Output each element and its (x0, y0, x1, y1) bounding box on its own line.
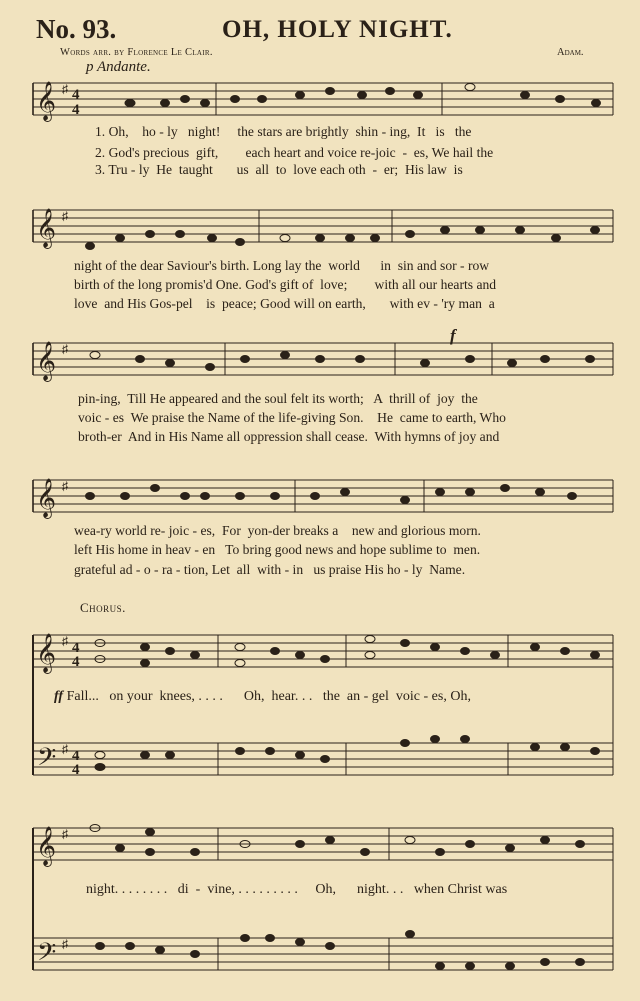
key-signature-icon: ♯ (62, 82, 68, 96)
fortissimo-marking: ff (54, 689, 64, 704)
words-credit: Words arr. by Florence Le Clair. (60, 47, 213, 58)
svg-text:𝄞: 𝄞 (36, 210, 57, 247)
verse-2-line-1: 2. God's precious gift, each heart and voice re-joic - es, We hail the (95, 145, 494, 160)
chorus-label: Chorus. (80, 600, 126, 615)
svg-text:4: 4 (72, 654, 80, 670)
svg-text:♯: ♯ (62, 209, 68, 223)
staff-4 (33, 479, 613, 519)
composer-credit: Adam. (557, 47, 584, 58)
svg-text:4: 4 (72, 762, 80, 778)
staff-2 (33, 209, 613, 250)
verse-2-line-3: voic - es We praise the Name of the life-giving Son. He came to earth, Who (78, 410, 506, 425)
svg-text:𝄞: 𝄞 (36, 635, 57, 672)
svg-text:4: 4 (72, 87, 80, 103)
bass-clef-icon: 𝄢 (37, 744, 57, 777)
svg-text:4: 4 (72, 102, 80, 118)
verse-3-line-4: grateful ad - o - ra - tion, Let all with - in us praise His ho - ly Name. (74, 562, 466, 577)
hymn-title: OH, HOLY NIGHT. (222, 16, 453, 43)
svg-text:♯: ♯ (62, 479, 68, 493)
verse-3-line-3: broth-er And in His Name all oppression shall cease. With hymns of joy and (78, 429, 500, 444)
svg-text:4: 4 (72, 748, 80, 764)
verse-3-line-2: love and His Gos-pel is peace; Good will on earth, with ev - 'ry man a (74, 296, 495, 311)
svg-text:4: 4 (72, 640, 80, 656)
svg-text:♯: ♯ (62, 742, 68, 756)
svg-text:♯: ♯ (62, 342, 68, 356)
verse-1-line-1: 1. Oh, ho - ly night! the stars are brightly shin - ing, It is the (95, 124, 472, 139)
svg-text:♯: ♯ (62, 827, 68, 841)
tempo-marking: p Andante. (86, 59, 151, 75)
chorus-lyric-line-1: ff Fall... on your knees, . . . . Oh, hear. . . the an - gel voic - es, Oh, (54, 689, 471, 704)
svg-text:𝄢: 𝄢 (37, 939, 57, 972)
svg-text:𝄞: 𝄞 (36, 828, 57, 865)
chorus-lyric-line-2: night. . . . . . . . di - vine, . . . . . . . . . Oh, night. . . when Christ was (86, 882, 508, 897)
hymn-number: No. 93. (36, 14, 117, 44)
staff-1 (33, 82, 613, 122)
verse-1-line-4: wea-ry world re- joic - es, For yon-der breaks a new and glorious morn. (74, 523, 481, 538)
svg-text:𝄞: 𝄞 (36, 480, 57, 517)
verse-1-line-3: pin-ing, Till He appeared and the soul felt its worth; A thrill of joy the (78, 391, 478, 406)
svg-text:♯: ♯ (62, 634, 68, 648)
svg-text:𝄞: 𝄞 (36, 343, 57, 380)
forte-marking: f (450, 326, 456, 345)
svg-text:♯: ♯ (62, 937, 68, 951)
staff-3 (33, 342, 613, 382)
verse-2-line-2: birth of the long promis'd One. God's gift of love; with all our hearts and (74, 277, 497, 292)
verse-2-line-4: left His home in heav - en To bring good news and hope sublime to men. (74, 542, 481, 557)
treble-clef-icon: 𝄞 (36, 83, 57, 120)
verse-3-line-1: 3. Tru - ly He taught us all to love each oth - er; His law is (95, 162, 463, 177)
verse-1-line-2: night of the dear Saviour's birth. Long lay the world in sin and sor - row (74, 258, 490, 273)
